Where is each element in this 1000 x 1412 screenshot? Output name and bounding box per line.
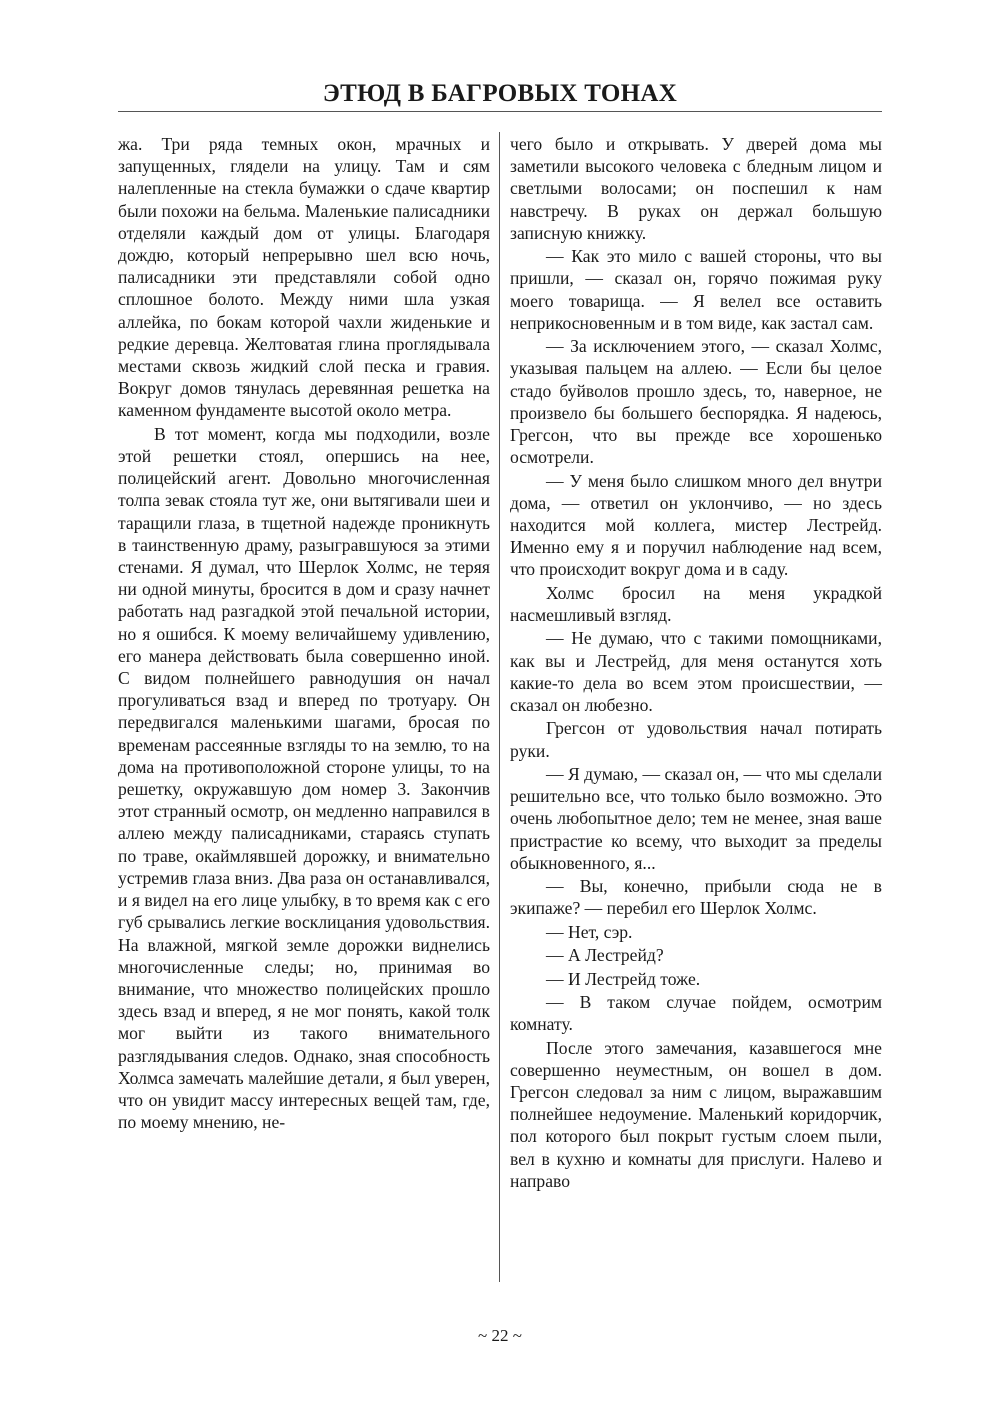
paragraph: В тот момент, когда мы подходили, возле этой решетки стоял, опершись на нее, полицейский агент. Довольно многочисленная толпа зевак стояла тут же, они вытягивали шеи и таращили глаза, в тщетной надежде проникнуть в таинственную драму, разыгравшуюся за этими стенами. Я думал, что Шерлок Холмс, не теряя ни одной минуты, бросится в дом и сразу начнет работать над разгадкой этой печальной истории, но я ошибся. К моему величайшему удивлению, его манера действовать была совершенно иной. С видом полнейшего равнодушия он начал прогуливаться взад и вперед по тротуару. Он передвигался маленькими шагами, бросая по временам рассеянные взгляды то на землю, то на дома на противоположной стороне улицы, то на решетку, окружавшую дом номер 3. Закончив этот странный осмотр, он медленно направился в аллею между палисадниками, стараясь ступать по траве, окаймлявшей дорожку, и внимательно устремив глаза вниз. Два раза он останавливался, и я видел на его лице улыбку, в то время как с его губ срывались легкие восклицания удовольствия. На влажной, мягкой земле дорожки виднелись многочисленные следы; но, принимая во внимание, что множество полицейских прошло здесь взад и вперед, я не мог понять, какой толк мог выйти из такого внимательного разглядывания следов. Однако, зная способность Холмса замечать малейшие детали, я был уверен, что он увидит массу интересных вещей там, где, по моему мнению, не- <box>118 423 490 1133</box>
paragraph: — Как это мило с вашей стороны, что вы пришли, — сказал он, горячо пожимая руку моего товарища. — Я велел все оставить неприкосновенным и в том виде, как застал сам. <box>510 246 882 333</box>
header-rule <box>118 111 882 112</box>
right-column <box>510 133 882 1193</box>
paragraph: — И Лестрейд тоже. <box>546 968 701 989</box>
paragraph: Холмс бросил на меня украдкой насмешливый взгляд. <box>510 582 882 626</box>
paragraph: — В таком случае пойдем, осмотрим комнату. <box>510 991 882 1035</box>
left-column <box>118 133 490 1135</box>
paragraph: — Не думаю, что с такими помощниками, как вы и Лестрейд, для меня останутся хоть какие-то дела во всем этом происшествии, — сказал он любезно. <box>510 628 882 716</box>
paragraph: — Нет, сэр. <box>546 921 633 942</box>
running-header: ЭТЮД В БАГРОВЫХ ТОНАХ <box>322 80 678 107</box>
paragraph: — За исключением этого, — сказал Холмс, указывая пальцем на аллею. — Если бы целое стадо буйволов прошло здесь, то, наверное, не произвело бы большего беспорядка. Я надеюсь, Грегсон, что вы прежде все хорошенько осмотрели. <box>510 336 882 468</box>
page-number: ~ 22 ~ <box>478 1326 522 1345</box>
paragraph: Грегсон от удовольствия начал потирать руки. <box>510 718 882 761</box>
paragraph: жа. Три ряда темных окон, мрачных и запущенных, глядели на улицу. Там и сям налепленные на стекла бумажки о сдаче квартир были похожи на бельма. Маленькие палисадники отделяли каждый дом от улицы. Благодаря дождю, который непрерывно шел всю ночь, палисадники эти представляли собой одно сплошное болото. Между ними шла узкая аллейка, по бокам которой чахли жиденькие и редкие деревца. Желтоватая глина проглядывала местами сквозь жидкий слой песка и гравия. Вокруг домов тянулась деревянная решетка на каменном фундаменте высотой около метра. <box>118 134 490 421</box>
paragraph: чего было и открывать. У дверей дома мы заметили высокого человека с бледным лицом и светлыми волосами; он поспешил к нам навстречу. В руках он держал большую записную книжку. <box>510 134 882 243</box>
paragraph: — Я думаю, — сказал он, — что мы сделали решительно все, что только было возможно. Это очень любопытное дело; тем не менее, зная ваше пристрастие ко всему, что выходит за пределы обыкновенного, я... <box>510 764 882 873</box>
paragraph: — У меня было слишком много дел внутри дома, — ответил он уклончиво, — но здесь находится мой коллега, мистер Лестрейд. Именно ему я и поручил наблюдение над всем, что происходит вокруг дома и в саду. <box>510 470 882 580</box>
paragraph: — Вы, конечно, прибыли сюда не в экипаже? — перебил его Шерлок Холмс. <box>510 876 882 919</box>
column-divider <box>499 132 500 1282</box>
paragraph: — А Лестрейд? <box>546 945 664 966</box>
paragraph: После этого замечания, казавшегося мне совершенно неуместным, он вошел в дом. Грегсон следовал за ним с лицом, выражавшим полнейшее недоумение. Маленький коридорчик, пол которого был покрыт густым слоем пыли, вел в кухню и комнаты для прислуги. Налево и направо <box>510 1037 882 1191</box>
